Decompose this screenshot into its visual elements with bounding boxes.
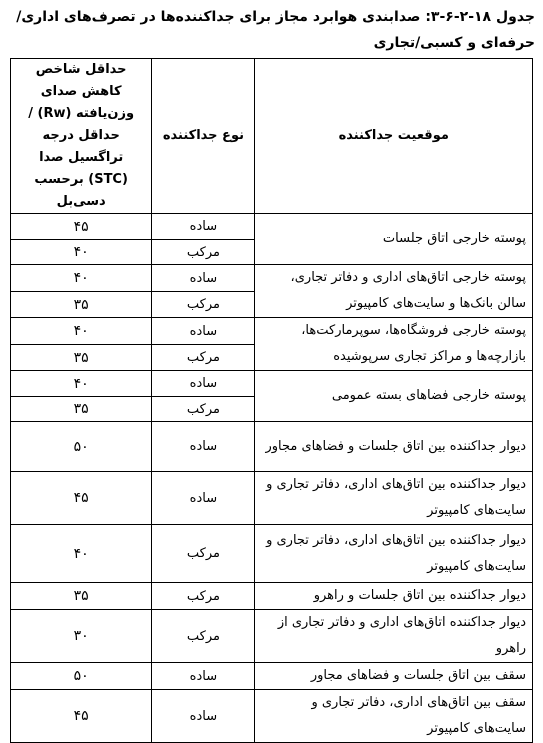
cell-location: دیوار جداکننده بین اتاق جلسات و فضاهای مجاور — [255, 422, 533, 472]
cell-location: پوسته خارجی اتاق جلسات — [255, 214, 533, 265]
cell-value: ۳۵ — [11, 345, 152, 371]
cell-type: ساده — [152, 472, 255, 525]
cell-value: ۴۰ — [11, 240, 152, 265]
header-row — [11, 59, 533, 214]
cell-value: ۳۵ — [11, 583, 152, 610]
cell-type: مرکب — [152, 610, 255, 663]
cell-location: پوسته خارجی اتاق‌های اداری و دفاتر تجاری، سالن بانک‌ها و سایت‌های کامپیوتر — [255, 265, 533, 318]
cell-type: ساده — [152, 318, 255, 345]
table-row — [11, 583, 533, 610]
header-value: حداقل شاخص کاهش صدای وزن‌یافته (Rw) / حداقل درجه تراگسیل صدا (STC) برحسب دسی‌بل — [11, 59, 152, 214]
cell-location: پوسته خارجی فروشگاه‌ها، سوپرمارکت‌ها، بازارچه‌ها و مراکز تجاری سرپوشیده — [255, 318, 533, 371]
cell-value: ۴۰ — [11, 318, 152, 345]
table-row — [11, 525, 533, 583]
cell-value: ۴۵ — [11, 472, 152, 525]
header-type: نوع جداکننده — [152, 59, 255, 214]
cell-type: ساده — [152, 663, 255, 690]
cell-type: مرکب — [152, 345, 255, 371]
cell-location: دیوار جداکننده اتاق‌های اداری و دفاتر تجاری از راهرو — [255, 610, 533, 663]
separator-table — [10, 58, 533, 743]
table-row — [11, 472, 533, 525]
cell-value: ۴۰ — [11, 265, 152, 292]
cell-type: ساده — [152, 214, 255, 240]
table-row — [11, 663, 533, 690]
table-caption: جدول ۱۸-۲-۶-۳: صدابندی هوابرد مجاز برای جداکننده‌ها در تصرف‌های اداری/حرفه‌ای و کسبی/تجاری — [16, 9, 535, 51]
cell-value: ۵۰ — [11, 422, 152, 472]
table-row — [11, 318, 533, 345]
cell-type: مرکب — [152, 240, 255, 265]
table-row — [11, 610, 533, 663]
cell-value: ۴۵ — [11, 214, 152, 240]
header-location: موقعیت جداکننده — [255, 59, 533, 214]
cell-location: سقف بین اتاق جلسات و فضاهای مجاور — [255, 663, 533, 690]
table-row — [11, 214, 533, 240]
cell-value: ۵۰ — [11, 663, 152, 690]
cell-type: ساده — [152, 690, 255, 743]
cell-location: دیوار جداکننده بین اتاق جلسات و راهرو — [255, 583, 533, 610]
table-row — [11, 690, 533, 743]
cell-value: ۳۵ — [11, 292, 152, 318]
cell-location: دیوار جداکننده بین اتاق‌های اداری، دفاتر تجاری و سایت‌های کامپیوتر — [255, 472, 533, 525]
cell-location: دیوار جداکننده بین اتاق‌های اداری، دفاتر تجاری و سایت‌های کامپیوتر — [255, 525, 533, 583]
cell-type: مرکب — [152, 397, 255, 422]
cell-type: ساده — [152, 265, 255, 292]
cell-type: ساده — [152, 422, 255, 472]
cell-value: ۳۰ — [11, 610, 152, 663]
cell-value: ۴۰ — [11, 371, 152, 397]
cell-type: مرکب — [152, 525, 255, 583]
table-row — [11, 265, 533, 292]
table-row — [11, 371, 533, 397]
cell-value: ۳۵ — [11, 397, 152, 422]
table-row — [11, 422, 533, 472]
cell-type: ساده — [152, 371, 255, 397]
cell-location: پوسته خارجی فضاهای بسته عمومی — [255, 371, 533, 422]
table-body — [11, 214, 533, 743]
cell-value: ۴۵ — [11, 690, 152, 743]
cell-type: مرکب — [152, 583, 255, 610]
cell-location: سقف بین اتاق‌های اداری، دفاتر تجاری و سایت‌های کامپیوتر — [255, 690, 533, 743]
cell-value: ۴۰ — [11, 525, 152, 583]
cell-type: مرکب — [152, 292, 255, 318]
